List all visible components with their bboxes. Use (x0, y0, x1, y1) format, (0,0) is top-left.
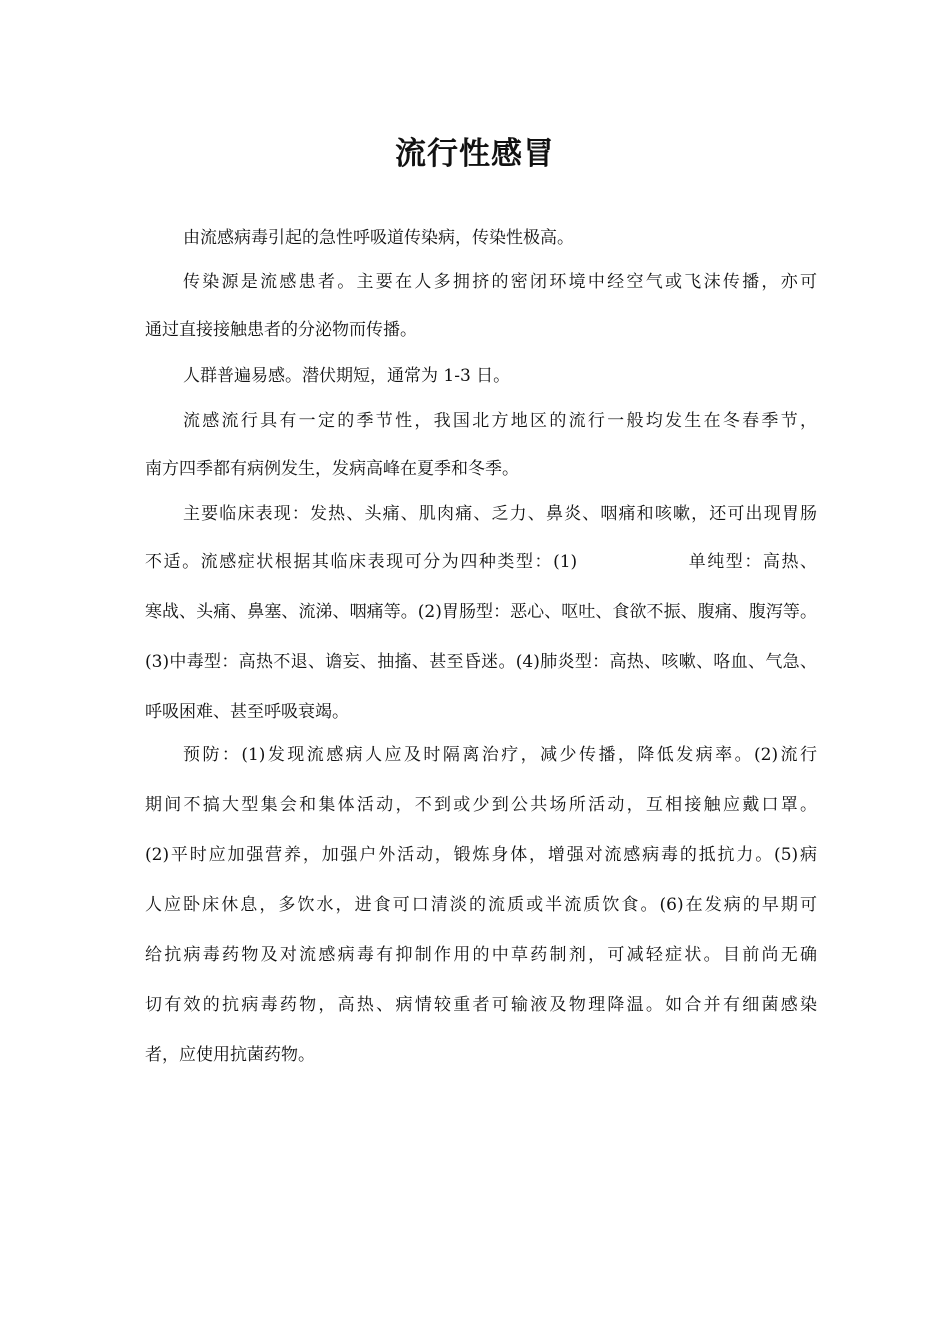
paragraph-prevention-line-2: 期间不搞大型集会和集体活动，不到或少到公共场所活动，互相接触应戴口罩。 (145, 795, 817, 815)
paragraph-prevention-line-6: 切有效的抗病毒药物，高热、病情较重者可输液及物理降温。如合并有细菌感染 (145, 995, 817, 1015)
symptoms-types-intro: 不适。流感症状根据其临床表现可分为四种类型：(1) (145, 552, 578, 572)
document-title: 流行性感冒 (395, 136, 555, 172)
paragraph-prevention-line-1: 预防：(1)发现流感病人应及时隔离治疗，减少传播，降低发病率。(2)流行 (183, 745, 817, 765)
paragraph-prevention-line-7: 者，应使用抗菌药物。 (145, 1045, 315, 1065)
paragraph-definition-line: 由流感病毒引起的急性呼吸道传染病，传染性极高。 (183, 228, 574, 248)
paragraph-prevention-line-3: (2)平时应加强营养，加强户外活动，锻炼身体，增强对流感病毒的抵抗力。(5)病 (145, 845, 817, 865)
paragraph-prevention-line-5: 给抗病毒药物及对流感病毒有抑制作用的中草药制剂，可减轻症状。目前尚无确 (145, 945, 817, 965)
paragraph-symptoms-line-3: 寒战、头痛、鼻塞、流涕、咽痛等。(2)胃肠型：恶心、呕吐、食欲不振、腹痛、腹泻等。 (145, 602, 817, 622)
paragraph-seasonality-line-1: 流感流行具有一定的季节性，我国北方地区的流行一般均发生在冬春季节， (183, 411, 817, 431)
paragraph-transmission-line-1: 传染源是流感患者。主要在人多拥挤的密闭环境中经空气或飞沫传播，亦可 (183, 272, 817, 292)
paragraph-symptoms-line-4: (3)中毒型：高热不退、谵妄、抽搐、甚至昏迷。(4)肺炎型：高热、咳嗽、咯血、气急、 (145, 652, 817, 672)
paragraph-transmission-line-2: 通过直接接触患者的分泌物而传播。 (145, 320, 417, 340)
paragraph-symptoms-line-5: 呼吸困难、甚至呼吸衰竭。 (145, 702, 349, 722)
symptoms-simple-type: 单纯型：高热、 (687, 552, 817, 572)
paragraph-symptoms-line-2 (145, 550, 817, 574)
paragraph-prevention-line-4: 人应卧床休息，多饮水，进食可口清淡的流质或半流质饮食。(6)在发病的早期可 (145, 895, 817, 915)
paragraph-susceptibility-line: 人群普遍易感。潜伏期短，通常为 1-3 日。 (183, 366, 511, 386)
paragraph-symptoms-line-1: 主要临床表现：发热、头痛、肌肉痛、乏力、鼻炎、咽痛和咳嗽，还可出现胃肠 (183, 504, 817, 524)
paragraph-seasonality-line-2: 南方四季都有病例发生，发病高峰在夏季和冬季。 (145, 459, 519, 479)
